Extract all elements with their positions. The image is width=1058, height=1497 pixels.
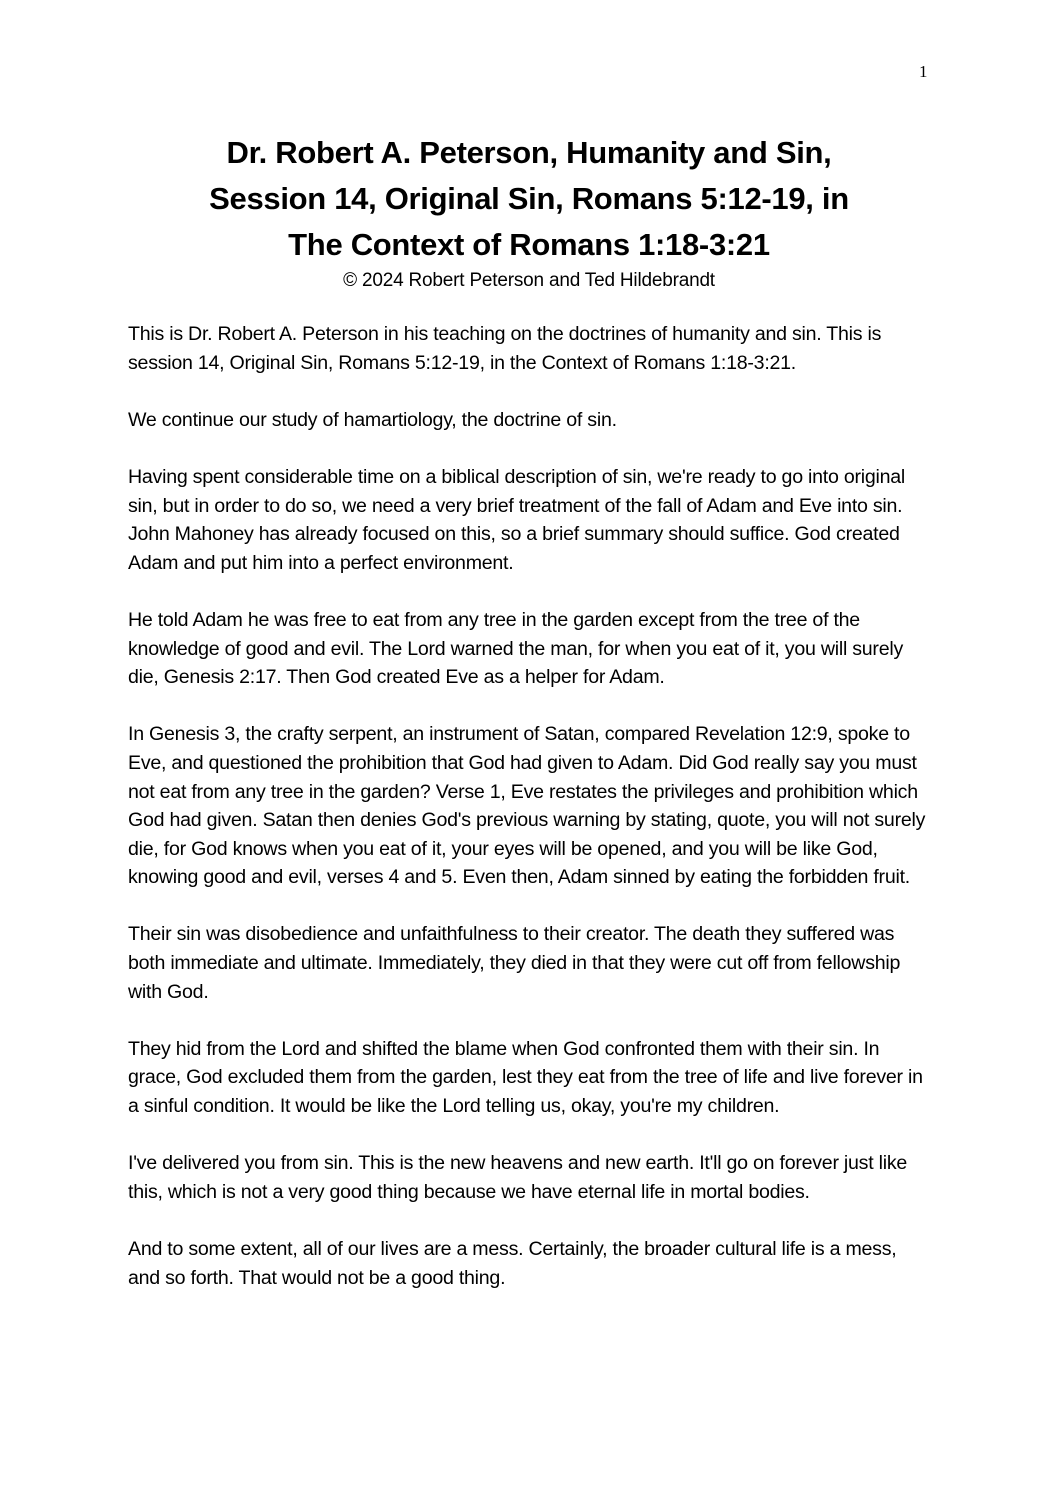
paragraph: I've delivered you from sin. This is the new heavens and new earth. It'll go on forever just like this, which is not a very good thing because we have eternal life in mortal bodies. [128,1152,908,1203]
paragraph: They hid from the Lord and shifted the blame when God confronted them with their sin. In grace, God excluded them from the garden, lest they eat from the tree of life and live forever in a sinful condition. It would be like the Lord telling us, okay, you're my children. [128,1037,923,1118]
title-line-3: The Context of Romans 1:18-3:21 [288,227,770,262]
title-line-2: Session 14, Original Sin, Romans 5:12-19, in [209,181,849,216]
document-body [128,320,933,1321]
copyright-notice: © 2024 Robert Peterson and Ted Hildebrandt [343,270,715,291]
paragraph: And to some extent, all of our lives are a mess. Certainly, the broader cultural life is a mess, and so forth. That would not be a good thing. [128,1238,897,1289]
paragraph: Their sin was disobedience and unfaithfulness to their creator. The death they suffered was both immediate and ultimate. Immediately, they died in that they were cut off from fellowship with God. [128,923,901,1003]
paragraph: He told Adam he was free to eat from any tree in the garden except from the tree of the knowledge of good and evil. The Lord warned the man, for when you eat of it, you will surely die, Genesis 2:17. Then God created Eve as a helper for Adam. [128,608,904,689]
page-number: 1 [919,62,928,81]
paragraph: We continue our study of hamartiology, the doctrine of sin. [128,408,617,431]
paragraph: This is Dr. Robert A. Peterson in his teaching on the doctrines of humanity and sin. This is session 14, Original Sin, Romans 5:12-19, in the Context of Romans 1:18-3:21. [128,323,882,374]
paragraph: Having spent considerable time on a biblical description of sin, we're ready to go into original sin, but in order to do so, we need a very brief treatment of the fall of Adam and Eve into sin. John Mahoney has already focused on this, so a brief summary should suffice. God created Adam and put him into a perfect environment. [128,465,905,574]
title-line-1: Dr. Robert A. Peterson, Humanity and Sin, [226,135,832,170]
paragraph: In Genesis 3, the crafty serpent, an instrument of Satan, compared Revelation 12:9, spoke to Eve, and questioned the prohibition that God had given to Adam. Did God really say you must not eat from any tree in the garden? Verse 1, Eve restates the privileges and prohibition which God had given. Satan then denies God's previous warning by stating, quote, you will not surely die, for God knows when you eat of it, your eyes will be opened, and you will be like God, knowing good and evil, verses 4 and 5. Even then, Adam sinned by eating the forbidden fruit. [128,723,926,889]
document-title [128,130,930,268]
